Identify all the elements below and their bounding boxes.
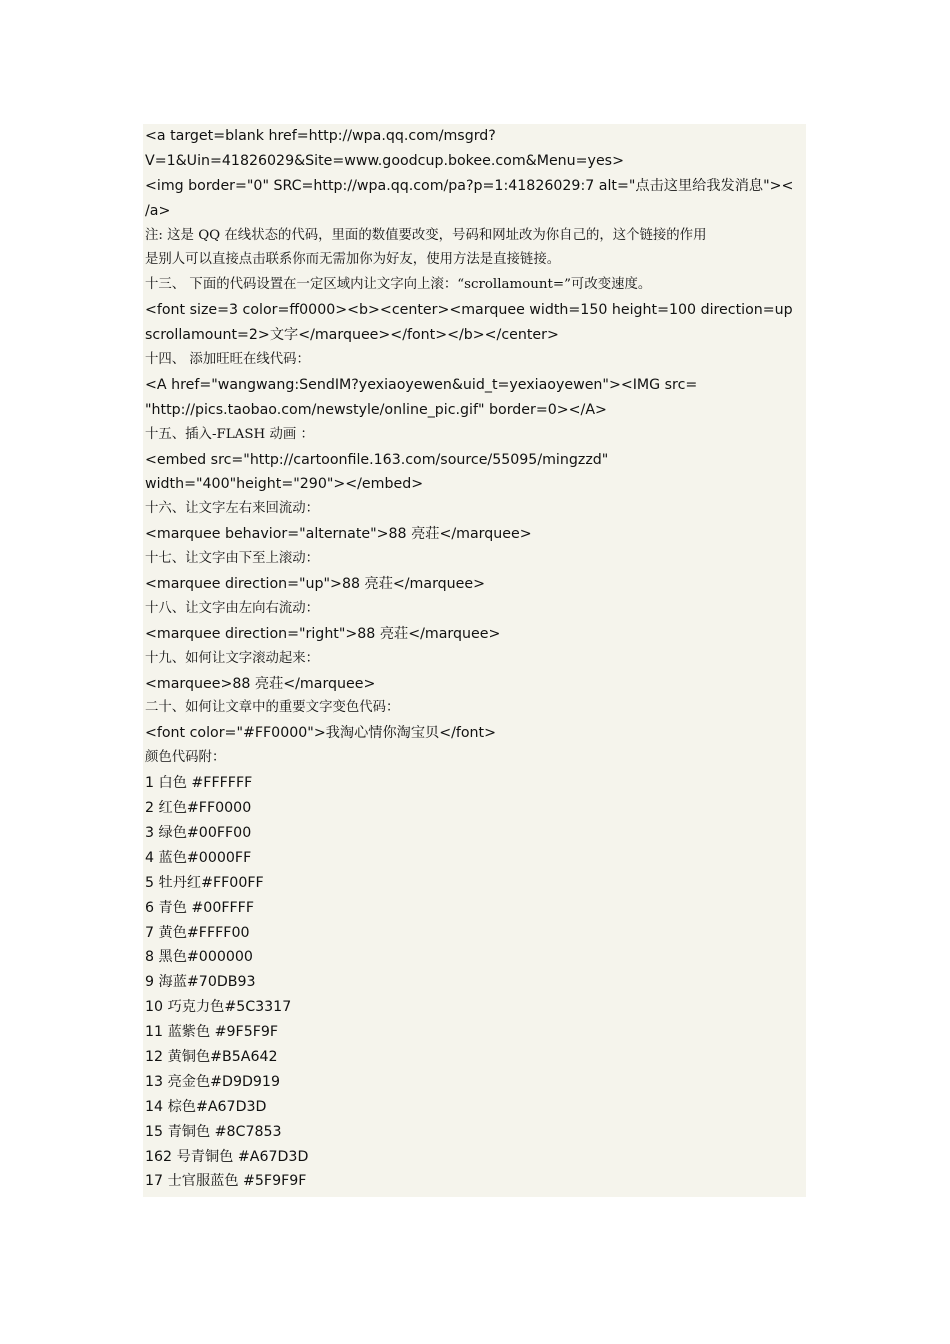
code-line-embed-2: width="400"height="290"></embed> — [145, 476, 424, 493]
section-heading-13: 十三、 下面的代码设置在一定区域内让文字向上滚：“scrollamount=”可改变速度。 — [145, 277, 652, 293]
section-heading-16: 十六、让文字左右来回流动： — [145, 501, 320, 517]
color-code-item: 6 青色 #00FFFF — [145, 899, 255, 916]
color-codes-heading: 颜色代码附： — [145, 750, 226, 766]
color-code-item: 11 蓝紫色 #9F5F9F — [145, 1024, 279, 1041]
code-line-embed-1: <embed src="http://cartoonfile.163.com/source/55095/mingzzd" — [145, 451, 609, 468]
color-code-item: 12 黄铜色#B5A642 — [145, 1048, 278, 1065]
color-code-item: 4 蓝色#0000FF — [145, 849, 252, 866]
color-code-item: 5 牡丹红#FF00FF — [145, 874, 264, 891]
code-line-marquee-basic: <marquee>88 亮荘</marquee> — [145, 675, 376, 692]
section-heading-19: 十九、如何让文字滚动起来： — [145, 650, 320, 666]
code-line-marquee-direction-right: <marquee direction="right">88 亮荘</marquee> — [145, 625, 501, 642]
color-code-item: 14 棕色#A67D3D — [145, 1098, 267, 1115]
code-line-qq-img: <img border="0" SRC=http://wpa.qq.com/pa?p=1:41826029:7 alt="点击这里给我发消息">< — [145, 177, 794, 194]
code-line-qq-link-start: <a target=blank href=http://wpa.qq.com/msgrd? — [145, 128, 496, 144]
color-code-item: 15 青铜色 #8C7853 — [145, 1123, 282, 1140]
code-line-marquee-direction-up: <marquee direction="up">88 亮荘</marquee> — [145, 576, 485, 593]
color-code-item: 3 绿色#00FF00 — [145, 824, 252, 841]
color-code-item: 17 士官服蓝色 #5F9F9F — [145, 1173, 307, 1190]
section-heading-14: 十四、 添加旺旺在线代码： — [145, 352, 310, 368]
color-code-item: 9 海蓝#70DB93 — [145, 974, 256, 991]
code-line-qq-link-end: /a> — [145, 202, 171, 219]
code-line-marquee-up-2: scrollamount=2>文字</marquee></font></b></center> — [145, 327, 559, 344]
note-line-2: 是别人可以直接点击联系你而无需加你为好友，使用方法是直接链接。 — [145, 252, 561, 268]
section-heading-15: 十五、插入-FLASH 动画 ： — [145, 426, 314, 442]
document-content-block — [143, 124, 806, 1197]
code-line-marquee-up-1: <font size=3 color=ff0000><b><center><marquee width=150 height=100 direction=up — [145, 302, 793, 319]
color-code-item: 2 红色#FF0000 — [145, 800, 252, 817]
code-line-qq-link-params: V=1&Uin=41826029&Site=www.goodcup.bokee.com&Menu=yes> — [145, 152, 624, 169]
code-line-marquee-alternate: <marquee behavior="alternate">88 亮荘</marquee> — [145, 526, 532, 543]
code-line-font-color: <font color="#FF0000">我淘心情你淘宝贝</font> — [145, 725, 496, 742]
code-line-wangwang-1: <A href="wangwang:SendIM?yexiaoyewen&uid_t=yexiaoyewen"><IMG src= — [145, 376, 698, 393]
color-code-item: 10 巧克力色#5C3317 — [145, 999, 292, 1016]
section-heading-17: 十七、让文字由下至上滚动： — [145, 551, 320, 567]
color-code-item: 8 黑色#000000 — [145, 949, 253, 966]
color-code-item: 13 亮金色#D9D919 — [145, 1073, 280, 1090]
note-line-1: 注: 这是 QQ 在线状态的代码，里面的数值要改变，号码和网址改为你自己的，这个链接的作用 — [145, 227, 707, 243]
color-code-item: 162 号青铜色 #A67D3D — [145, 1148, 309, 1165]
code-line-wangwang-2: "http://pics.taobao.com/newstyle/online_pic.gif" border=0></A> — [145, 401, 607, 418]
color-code-item: 1 白色 #FFFFFF — [145, 775, 253, 792]
section-heading-18: 十八、让文字由左向右流动： — [145, 600, 320, 616]
section-heading-20: 二十、如何让文章中的重要文字变色代码： — [145, 700, 400, 716]
color-code-item: 7 黄色#FFFF00 — [145, 924, 250, 941]
